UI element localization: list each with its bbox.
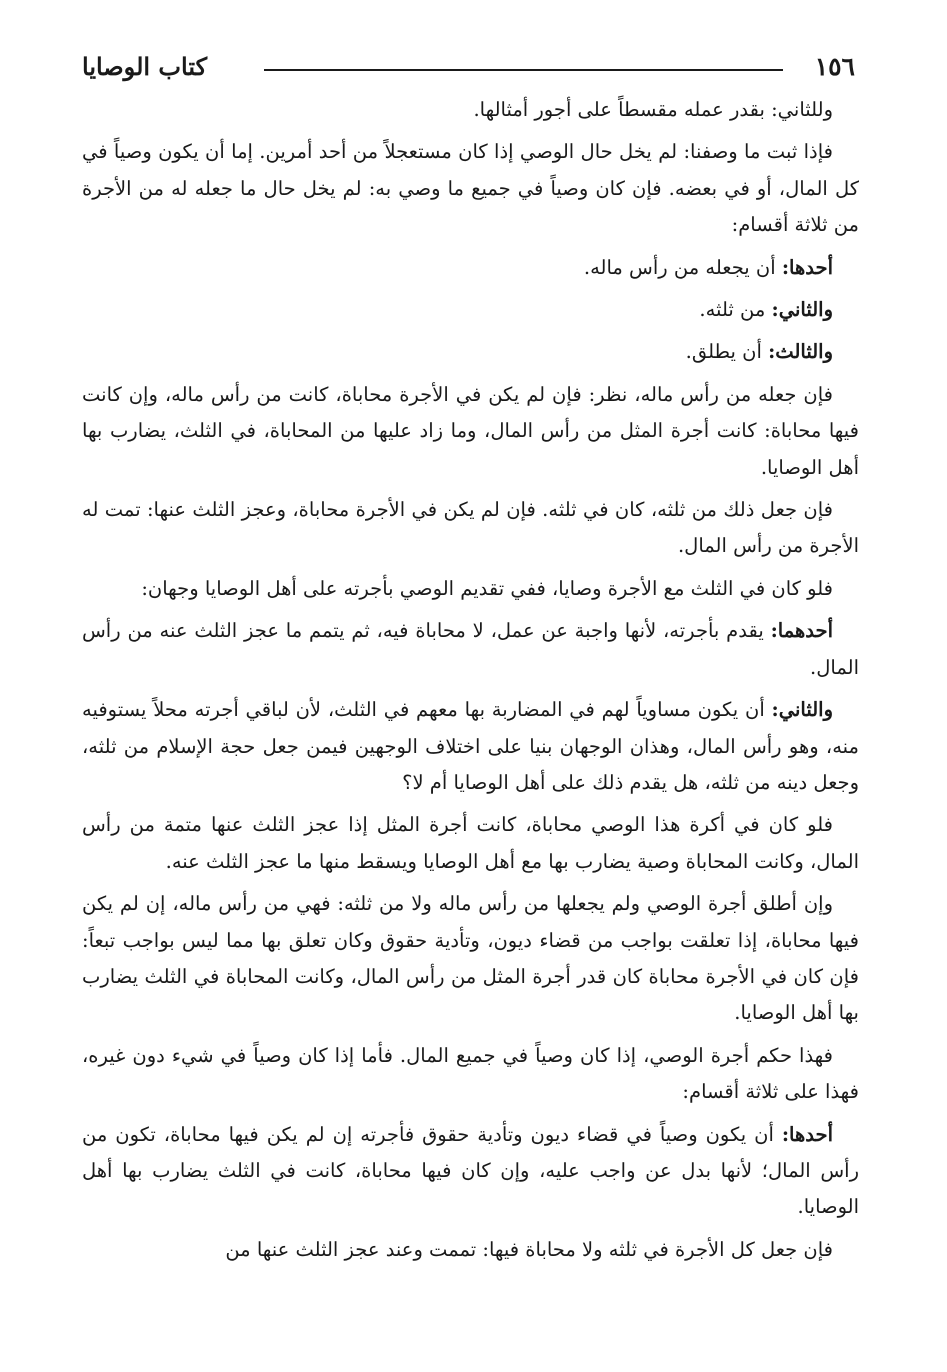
paragraph — [82, 377, 859, 486]
paragraph — [82, 692, 859, 801]
list-item — [82, 334, 859, 370]
list-item — [82, 250, 859, 286]
paragraph-lead: والثاني: — [771, 698, 833, 722]
paragraph-text: أن يكون وصياً في قضاء ديون وتأدية حقوق فأجرته إن لم يكن فيها محاباة، تكون من رأس المال؛ لأنها بدل عن واجب عليه، وإن كان فيها محاباة، كانت في الثلث يضارب بها أهل الوصايا. — [82, 1122, 859, 1219]
paragraph — [82, 886, 859, 1032]
page-number: ١٥٦ — [814, 52, 855, 81]
list-item-lead: والثالث: — [768, 340, 833, 364]
header-rule — [264, 69, 783, 71]
paragraph-lead: أحدهما: — [770, 619, 833, 643]
paragraph-text: فإذا ثبت ما وصفنا: لم يخل حال الوصي إذا كان مستعجلاً من أحد أمرين. إما أن يكون وصياً في كل المال، أو في بعضه. فإن كان وصياً في جميع ما وصي به: لم يخل حال ما جعله له من الأجرة من ثلاثة أقسام: — [82, 140, 859, 237]
paragraph — [82, 807, 859, 880]
paragraph — [82, 92, 859, 128]
paragraph-text: فإن جعل كل الأجرة في ثلثه ولا محاباة فيها: تممت وعند عجز الثلث عنها من — [225, 1237, 833, 1261]
list-item-lead: أحدها: — [781, 255, 833, 279]
list-item-text: أن يطلق. — [685, 340, 769, 364]
body-text — [82, 92, 859, 1356]
paragraph-lead: أحدها: — [781, 1122, 833, 1146]
paragraph-text: أن يكون مساوياً لهم في المضاربة بها معهم في الثلث، لأن لباقي أجرته محلاً يستوفيه منه، وهو رأس المال، وهذان الوجهان بنيا على اختلاف الوجهين فيمن جعل حجة الإسلام من ثلثه، وجعل دينه من ثلثه، هل يقدم ذلك على أهل الوصايا أم لا؟ — [82, 698, 859, 794]
book-title: كتاب الوصايا — [82, 52, 207, 81]
paragraph-text: وللثاني: بقدر عمله مقسطاً على أجور أمثالها. — [473, 98, 833, 121]
paragraph-text: فلو كان في الثلث مع الأجرة وصايا، ففي تقديم الوصي بأجرته على أهل الوصايا وجهان: — [141, 576, 833, 600]
list-item-text: من ثلثه. — [699, 298, 772, 322]
paragraph-text: فإن جعل ذلك من ثلثه، كان في ثلثه. فإن لم يكن في الأجرة محاباة، وعجز الثلث عنها: تمت له الأجرة من رأس المال. — [82, 498, 859, 558]
paragraph — [82, 134, 859, 243]
paragraph — [82, 1232, 859, 1268]
paragraph — [82, 492, 859, 565]
paragraph-text: وإن أطلق أجرة الوصي ولم يجعلها من رأس ماله ولا من ثلثه: فهي من رأس ماله، إن لم يكن فيها محاباة، إذا تعلقت بواجب من قضاء ديون، وتأدية حقوق وكان تعلق بها مما ليس بواجب تبعاً: فإن كان في الأجرة محاباة كان قدر أجرة المثل من رأس المال، وكانت المحاباة في الثلث يضارب بها أهل الوصايا. — [82, 892, 859, 1025]
paragraph — [82, 1117, 859, 1226]
running-header — [82, 50, 855, 90]
paragraph-text: فإن جعله من رأس ماله، نظر: فإن لم يكن في الأجرة محاباة، كانت من رأس ماله، وإن كانت فيها محاباة: كانت أجرة المثل من رأس المال، وما زاد عليها من المحاباة، في الثلث، يضارب بها أهل الوصايا. — [82, 382, 859, 479]
paragraph — [82, 613, 859, 686]
list-item — [82, 292, 859, 328]
paragraph-text: فلو كان في أكرة هذا الوصي محاباة، كانت أجرة المثل إذا عجز الثلث عنها متمة من رأس المال، وكانت المحاباة وصية يضارب بها مع أهل الوصايا ويسقط منها ما عجز الثلث عنه. — [82, 813, 859, 873]
list-item-lead: والثاني: — [771, 298, 833, 322]
paragraph — [82, 571, 859, 607]
paragraph-text: فهذا حكم أجرة الوصي، إذا كان وصياً في جميع المال. فأما إذا كان وصياً في شيء دون غيره، فهذا على ثلاثة أقسام: — [82, 1043, 859, 1104]
paragraph-text: يقدم بأجرته، لأنها واجبة عن عمل، لا محاباة فيه، ثم يتمم ما عجز الثلث عنه من رأس المال. — [82, 619, 859, 679]
list-item-text: أن يجعله من رأس ماله. — [583, 255, 782, 279]
paragraph — [82, 1038, 859, 1111]
